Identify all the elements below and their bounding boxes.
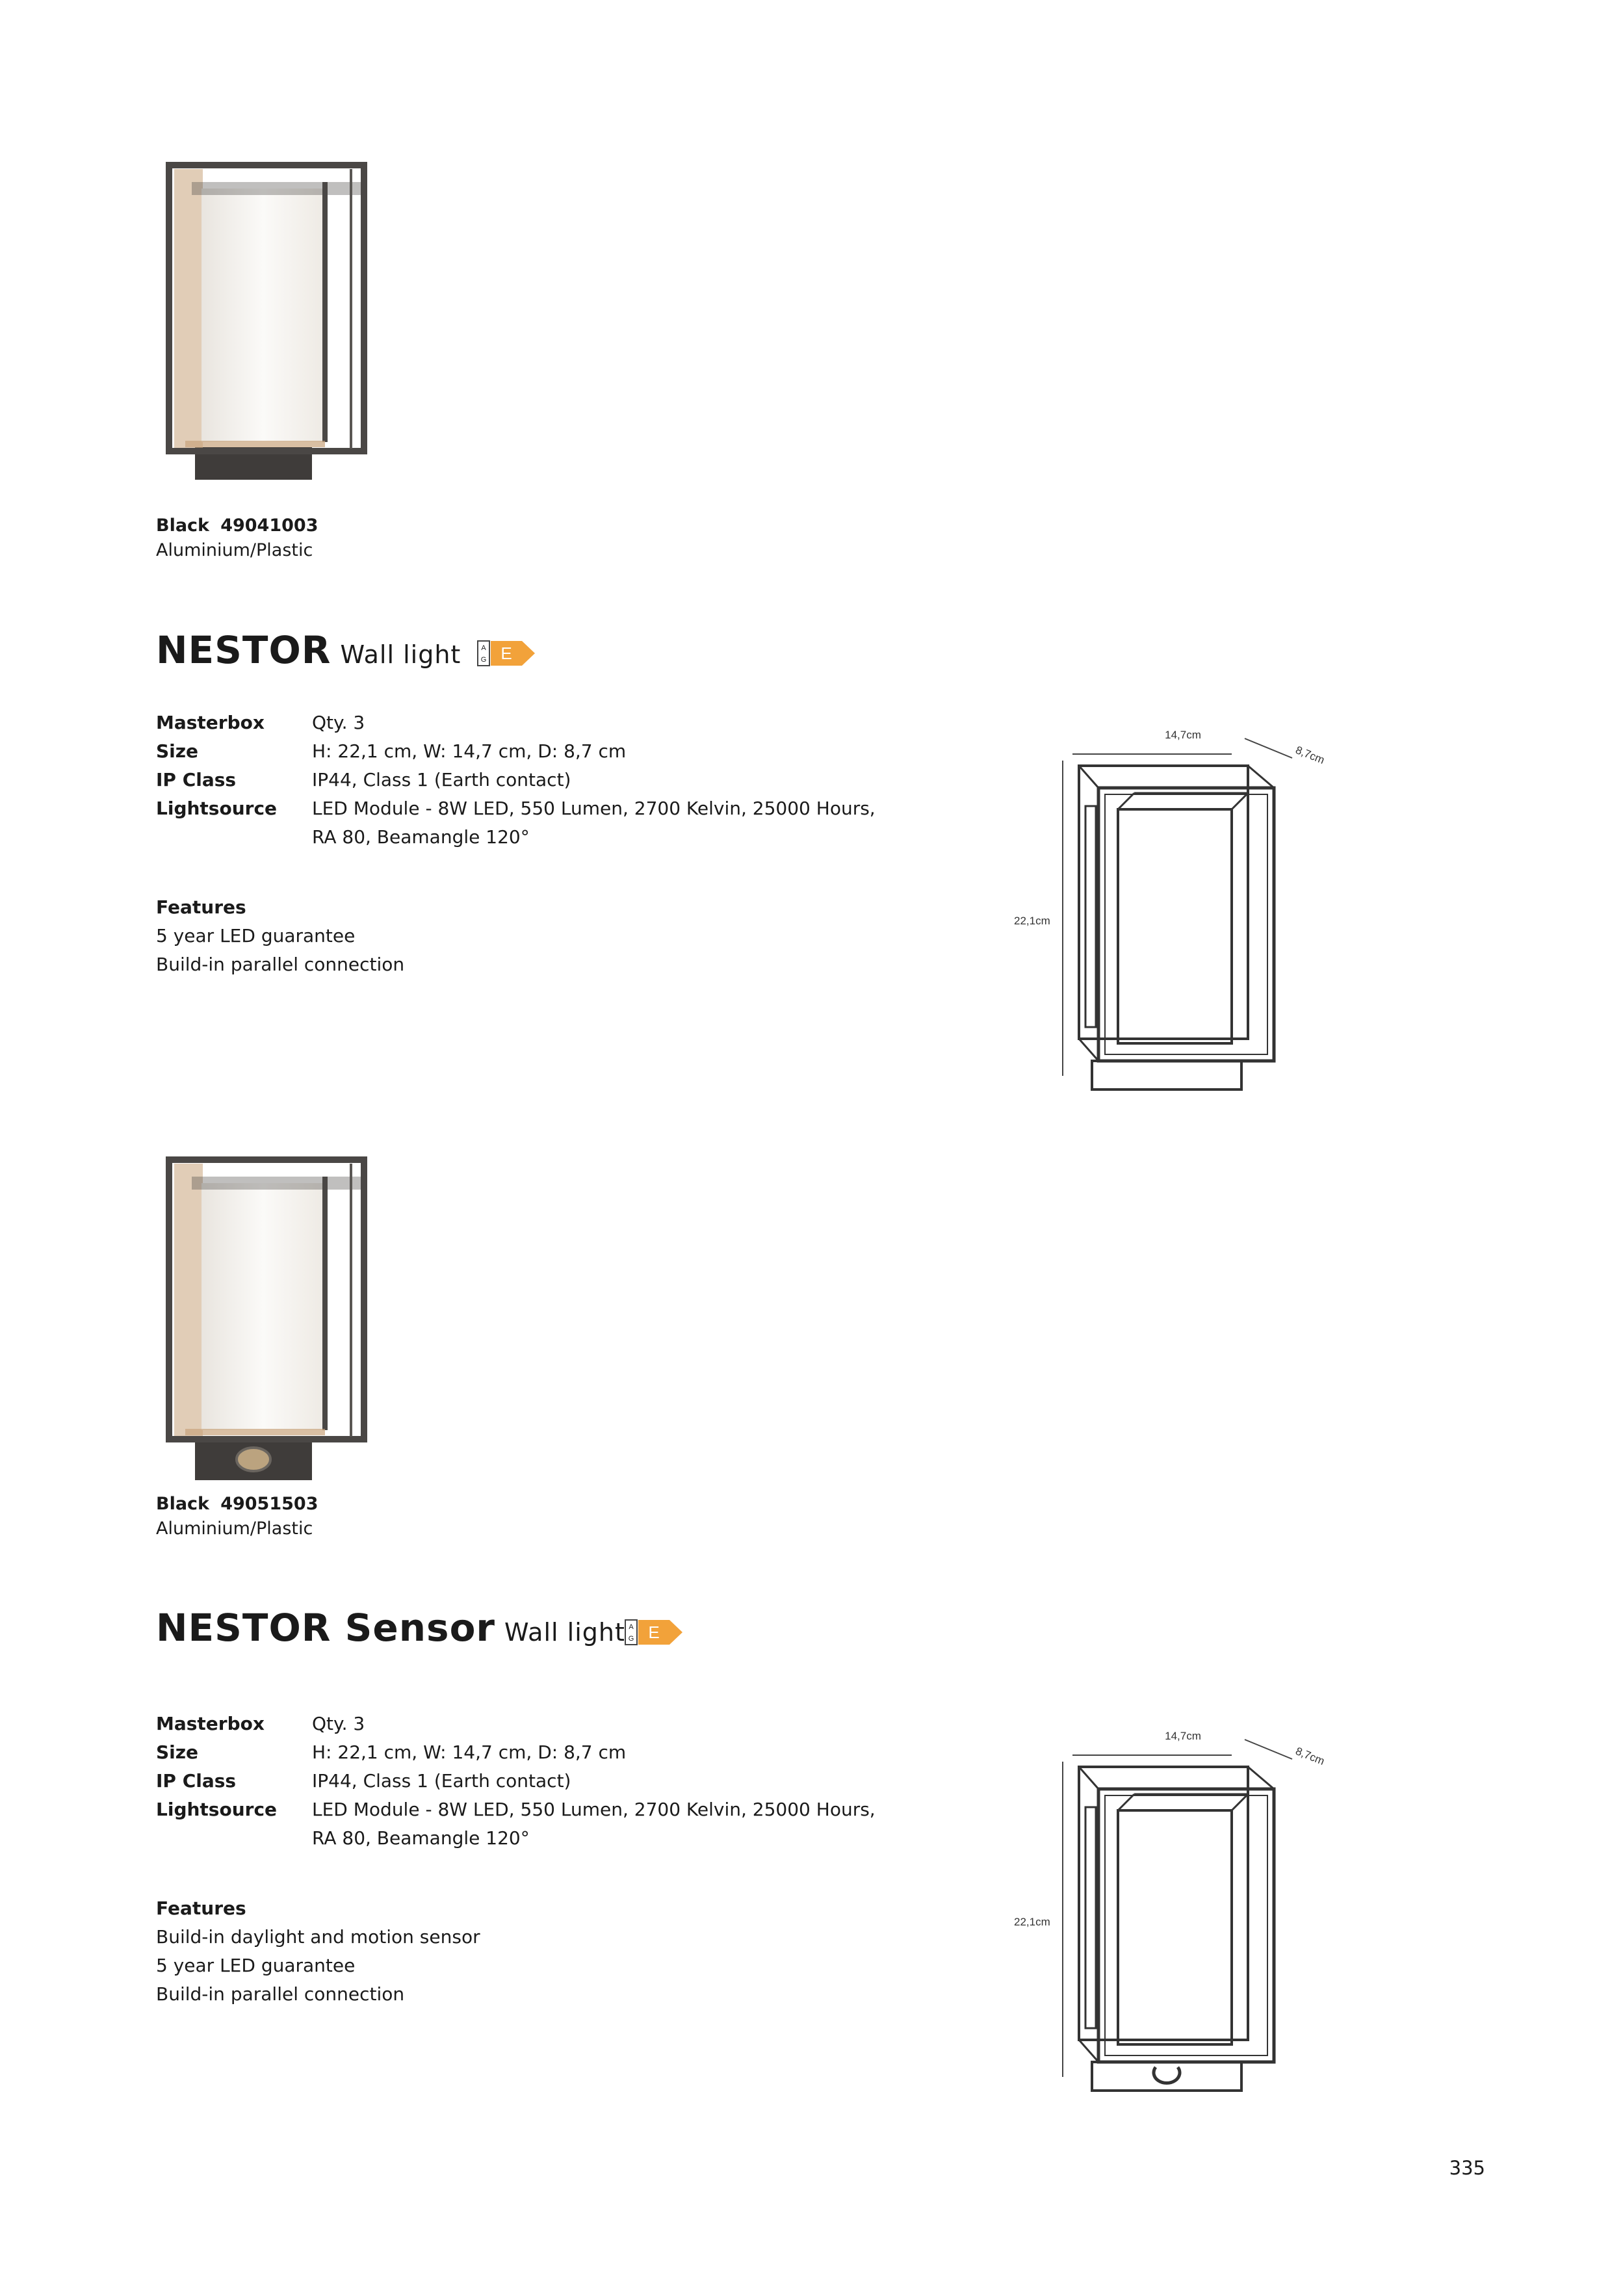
article-number: 49051503 (220, 1494, 318, 1514)
product-type: Wall light (340, 640, 461, 669)
feature-item: Build-in daylight and motion sensor (156, 1926, 480, 1948)
features-heading: Features (156, 896, 246, 918)
product-name: NESTOR (156, 628, 331, 672)
color-label: Black (156, 1494, 210, 1514)
product-caption (156, 1492, 318, 1541)
energy-class: E (500, 644, 512, 663)
spec-row: Size H: 22,1 cm, W: 14,7 cm, D: 8,7 cm (156, 740, 627, 762)
spec-table (156, 709, 897, 852)
dimension-drawing (988, 715, 1326, 1095)
features-block (156, 893, 404, 979)
features-heading: Features (156, 1898, 246, 1919)
product-title (156, 1606, 625, 1650)
depth-dimension: 8,7cm (1293, 1745, 1326, 1768)
height-dimension: 22,1cm (1014, 1916, 1050, 1928)
spec-row: Lightsource LED Module - 8W LED, 550 Lumen, 2700 Kelvin, 25000 Hours, RA 80, Beamangle 120° (156, 798, 876, 848)
energy-scale-bottom: G (480, 656, 487, 664)
feature-item: Build-in parallel connection (156, 1983, 405, 2005)
width-dimension: 14,7cm (1165, 1730, 1201, 1742)
energy-class: E (648, 1623, 660, 1642)
product-name: NESTOR Sensor (156, 1606, 496, 1650)
page-number: 335 (1449, 2157, 1485, 2179)
color-label: Black (156, 515, 210, 536)
product-photo-nestor (156, 156, 429, 494)
material: Aluminium/Plastic (156, 540, 313, 560)
width-dimension: 14,7cm (1165, 729, 1201, 741)
spec-row: Lightsource LED Module - 8W LED, 550 Lumen, 2700 Kelvin, 25000 Hours, RA 80, Beamangle 120° (156, 1799, 876, 1849)
product-caption (156, 514, 318, 563)
product-type: Wall light (504, 1618, 625, 1647)
height-dimension: 22,1cm (1014, 915, 1050, 927)
dimension-drawing (988, 1716, 1326, 2096)
energy-label-icon (476, 637, 536, 670)
spec-row: Masterbox Qty. 3 (156, 1713, 365, 1734)
feature-item: 5 year LED guarantee (156, 1955, 356, 1976)
feature-item: Build-in parallel connection (156, 954, 405, 975)
energy-scale-bottom: G (628, 1635, 634, 1643)
article-number: 49041003 (220, 515, 318, 536)
spec-row: IP Class IP44, Class 1 (Earth contact) (156, 1770, 571, 1792)
spec-row: IP Class IP44, Class 1 (Earth contact) (156, 769, 571, 790)
spec-row: Size H: 22,1 cm, W: 14,7 cm, D: 8,7 cm (156, 1742, 627, 1763)
energy-label-icon (624, 1616, 684, 1649)
energy-scale-top: A (629, 1623, 634, 1631)
product-photo-nestor-sensor (156, 1151, 429, 1491)
spec-row: Masterbox Qty. 3 (156, 712, 365, 733)
material: Aluminium/Plastic (156, 1519, 313, 1539)
sensor-outline (1154, 2067, 1180, 2083)
lamp-photo-illustration (156, 156, 429, 494)
depth-dimension: 8,7cm (1293, 744, 1326, 767)
energy-scale-top: A (481, 644, 486, 652)
feature-item: 5 year LED guarantee (156, 925, 356, 946)
product-title (156, 628, 461, 672)
features-block (156, 1894, 480, 2009)
lamp-photo-illustration (156, 1151, 429, 1489)
spec-table (156, 1710, 897, 1853)
